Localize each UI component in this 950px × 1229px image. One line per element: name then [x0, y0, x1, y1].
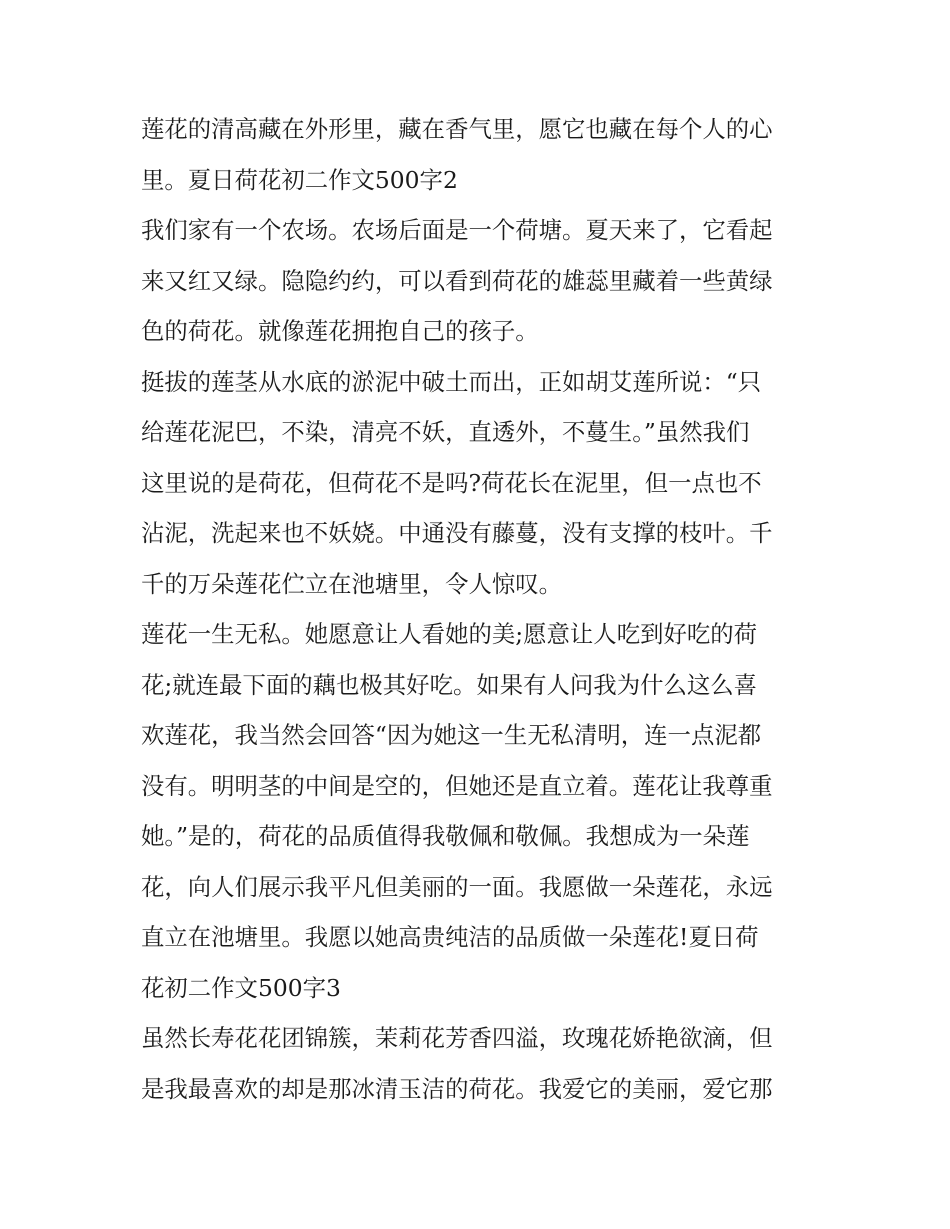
text-line: 莲花一生无私。她愿意让人看她的美;愿意让人吃到好吃的荷 — [141, 620, 758, 648]
text-line: 我们家有一个农场。农场后面是一个荷塘。夏天来了，它看起 — [141, 216, 773, 244]
text-line: 千的万朵莲花伫立在池塘里，令人惊叹。 — [141, 569, 563, 598]
text-line: 是我最喜欢的却是那冰清玉洁的荷花。我爱它的美丽，爱它那 — [141, 1074, 773, 1103]
text-line: 花初二作文500字3 — [141, 973, 341, 1002]
text-line: 花，向人们展示我平凡但美丽的一面。我愿做一朵莲花，永远 — [141, 872, 773, 901]
text-line: 花;就连最下面的藕也极其好吃。如果有人问我为什么这么喜 — [141, 670, 758, 699]
text-line: 挺拔的莲茎从水底的淤泥中破土而出，正如胡艾莲所说：“只 — [141, 367, 762, 396]
text-line: 直立在池塘里。我愿以她高贵纯洁的品质做一朵莲花!夏日荷 — [141, 923, 759, 951]
text-line: 给莲花泥巴，不染，清亮不妖，直透外，不蔓生。”虽然我们 — [141, 418, 750, 446]
text-line: 里。夏日荷花初二作文500字2 — [141, 165, 458, 194]
text-line: 她。”是的，荷花的品质值得我敬佩和敬佩。我想成为一朵莲 — [141, 822, 750, 850]
text-line: 莲花的清高藏在外形里，藏在香气里，愿它也藏在每个人的心 — [141, 115, 773, 143]
text-line: 没有。明明茎的中间是空的，但她还是直立着。莲花让我尊重 — [141, 771, 773, 800]
document-body — [141, 104, 813, 1114]
text-line: 色的荷花。就像莲花拥抱自己的孩子。 — [141, 317, 539, 345]
text-line: 欢莲花，我当然会回答“因为她这一生无私清明，连一点泥都 — [141, 721, 762, 749]
text-line: 这里说的是荷花，但荷花不是吗?荷花长在泥里，但一点也不 — [141, 468, 762, 497]
text-line: 来又红又绿。隐隐约约，可以看到荷花的雄蕊里藏着一些黄绿 — [141, 266, 773, 295]
text-line: 虽然长寿花花团锦簇，茉莉花芳香四溢，玫瑰花娇艳欲滴，但 — [141, 1024, 773, 1052]
text-line: 沾泥，洗起来也不妖娆。中通没有藤蔓，没有支撑的枝叶。千 — [141, 519, 773, 547]
